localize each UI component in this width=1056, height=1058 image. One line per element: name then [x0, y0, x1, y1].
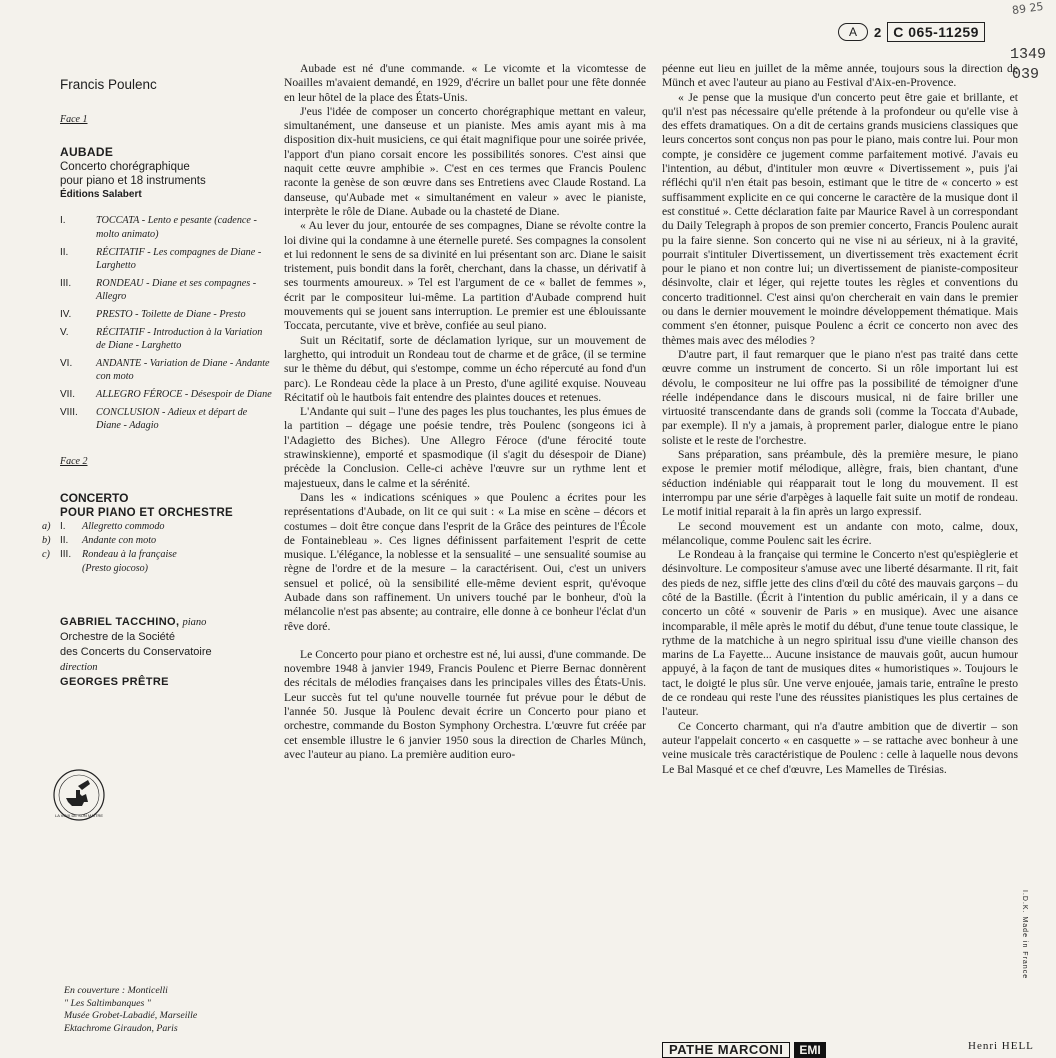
movement-title: Allegretto commodo [82, 521, 165, 533]
logo-caption: LA VOIX DE SON MAÎTRE [54, 813, 104, 818]
face-2-label: Face 2 [60, 455, 88, 467]
paragraph: « Au lever du jour, entourée de ses compagnes, Diane se révolte contre la loi divine qui la condamne à une éternelle pureté. Ses compagnes la consolent et lui redonnent le sens de sa divinité en lui présentant son arc. Diane le saisit tristement, puis bondit dans la forêt, cherchant, dans la chasse, un dérivatif à ses tourments amoureux. » Tel est l'argument de ce « ballet de femmes », écrit par le compositeur lui-même. La partition d'Aubade comprend huit mouvements qui se jouent sans interruption. Le premier est une éblouissante Toccata, percutante, vive et brève, confiée au seul piano. [284, 219, 646, 333]
stamp-number-b: 039 [1012, 66, 1040, 83]
list-item [60, 388, 272, 402]
movement-title: RÉCITATIF - Introduction à la Variation de Diane - Larghetto [96, 326, 263, 352]
handwritten-note: 89 25 [1011, 0, 1045, 18]
side-print-text: I.D.K. Made in France [1021, 890, 1028, 980]
paragraph: J'eus l'idée de composer un concerto chorégraphique mettant en valeur, simultanément, une danseuse et un pianiste. Mes amis ayant mis à ma disposition dix-huit musiciens, ce qui était magnifique pour une soirée privée, l'apport d'un piano corsait encore les possibilités sonores. C'est ainsi que naquit cette œuvre amphibie ». C'est en ces termes que Francis Poulenc raconte la genèse de son œuvre dans ses Entretiens avec Claude Rostand. La danseuse, qu'Aubade met « simultanément en valeur » avec le pianiste, interprète le rôle de Diane. Aubade ou la chasteté de Diane. [284, 104, 646, 218]
his-masters-voice-logo [52, 768, 106, 822]
movement-number: VI. [60, 357, 73, 369]
author-signature: Henri HELL [968, 1040, 1034, 1052]
movement-title: Andante con moto [82, 535, 157, 547]
movement-tempo-note: (Presto giocoso) [82, 563, 149, 575]
list-item [42, 520, 272, 534]
paragraph: Sans préparation, sans préambule, dès la première mesure, le piano expose le premier motif mélodique, allègre, frais, bien chantant, d'une séduction indéniable qui réapparait tout le long du mouvement. Il est interrompu par une série d'arpèges à laquelle fait suite un motif de rondeau. Le motif initial reparait à la fin après un largo expressif. [662, 448, 1018, 519]
movement-number: III. [60, 277, 72, 289]
movement-letter: a) [42, 521, 51, 533]
paragraph: Ce Concerto charmant, qui n'a d'autre ambition que de divertir – son auteur l'appelait concerto « en casquette » – se rattache avec bonheur à une veine musicale très caractéristique de Poulenc : celle à laquelle nous devons Le Bal Masqué et ce chef d'œuvre, Les Mamelles de Tirésias. [662, 719, 1018, 776]
work-1-subtitle-2: pour piano et 18 instruments [60, 174, 206, 187]
paragraph: Aubade est né d'une commande. « Le vicomte et la vicomtesse de Noailles m'avaient demandé, en 1929, d'écrire un ballet pour une fête donnée en leur hôtel de la place des États-Unis. [284, 62, 646, 104]
movement-number: III. [60, 549, 72, 561]
movement-letter: b) [42, 535, 51, 547]
orchestra-line-2: des Concerts du Conservatoire [60, 646, 212, 659]
list-item [60, 277, 272, 304]
paragraph: Suit un Récitatif, sorte de déclamation lyrique, sur un mouvement de larghetto, qui introduit un Rondeau tout de charme et de grâce, (il se termine sur le thème du début, qui s'estompe, comme un écho répercuté au fond d'un parc). Le Rondeau cède la place à un Presto, d'une agilité exquise. Nouveau Récitatif où le hautbois fait entendre des plaintes douces et retenues. [284, 333, 646, 404]
face-1-label: Face 1 [60, 113, 88, 125]
movement-number: II. [60, 535, 69, 547]
movement-title: TOCCATA - Lento e pesante (cadence - molto animato) [96, 215, 257, 240]
cover-credits [64, 985, 284, 1035]
credit-line: Musée Grobet-Labadié, Marseille [64, 1010, 198, 1022]
pianist-name: GABRIEL TACCHINO, [60, 616, 180, 629]
work-2-subtitle: POUR PIANO ET ORCHESTRE [60, 506, 234, 519]
composer-name: Francis Poulenc [60, 77, 157, 92]
movement-title: ANDANTE - Variation de Diane - Andante con moto [96, 357, 270, 383]
list-item [60, 406, 272, 433]
conductor-name: GEORGES PRÊTRE [60, 676, 169, 689]
movement-title: Rondeau à la française [82, 549, 177, 561]
movement-number: VII. [60, 388, 76, 400]
liner-notes-column-2 [284, 62, 646, 762]
publisher: Éditions Salabert [60, 188, 142, 200]
performers-block [60, 615, 272, 690]
credit-line: " Les Saltimbanques " [64, 997, 151, 1009]
movement-number: I. [60, 521, 66, 533]
credit-line: Ektachrome Giraudon, Paris [64, 1022, 178, 1034]
movement-list [60, 214, 272, 432]
pianist-role: piano [182, 617, 207, 629]
paragraph: L'Andante qui suit – l'une des pages les plus touchantes, les plus émues de la partition – dégage une poésie tendre, très Poulenc (songeons ici à l'Adagietto des Biches). Une Allegro Féroce (d'une férocité toute strawinskienne), emporté et spasmodique (il s'agit du désespoir de Diane) précède la Conclusion. Celle-ci achève l'œuvre sur un rythme lent et majestueux, dans le calme et la sérénité. [284, 405, 646, 490]
liner-notes-column-3 [662, 62, 1018, 777]
catalog-number-block [838, 22, 985, 42]
list-item [60, 308, 272, 322]
concerto-movement-list [42, 520, 272, 562]
side-letter-badge: A [838, 23, 868, 41]
list-item [42, 548, 272, 562]
list-item [60, 326, 272, 353]
movement-title: RONDEAU - Diane et ses compagnes - Allegro [96, 277, 257, 303]
movement-number: IV. [60, 308, 72, 320]
movement-title: PRESTO - Toilette de Diane - Presto [96, 308, 246, 320]
direction-label: direction [60, 662, 98, 674]
emi-logo: EMI [794, 1042, 825, 1058]
paragraph: « Je pense que la musique d'un concerto peut être gaie et brillante, et qu'il n'est pas nécessaire qu'elle prétende à la profondeur ou qu'elle vise à des effets dramatiques. On a dit de certains grands musiciens classiques que leurs concertos sont conçus non pas pour le piano, mais contre lui. Pour mon compte, je considère ce jugement comme parfaitement motivé. J'avais eu l'intention, au début, d'intituler mon œuvre « Divertissement », puis j'ai réfléchi qu'il n'en était pas besoin, estimant que le titre de « concerto » est suffisamment explicite en ce qui concerne le caractère de la musique dont il est constitué ». Cette déclaration faite par Maurice Ravel à un correspondant du Daily Telegraph à propos de son premier concerto, Francis Poulenc aurait pu la faire sienne. Son concerto qui ne vise ni au sérieux, ni à la gravité, pourrait s'intituler Divertissement, un divertissement très exactement écrit pour le piano et non contre lui; un divertissement de pianiste-compositeur désinvolte, clair et léger, qui rejette toutes les règles et conventions du concerto traditionnel. C'est ainsi qu'on chercherait en vain dans le premier ou dans le dernier mouvement le moindre développement thématique. Mais comment s'en étonner, puisque Poulenc a écrit ce concerto non avec des thèmes mais avec des mélodies ? [662, 90, 1018, 347]
paragraph: péenne eut lieu en juillet de la même année, toujours sous la direction de Münch et avec l'auteur au piano au Festival d'Aix-en-Provence. [662, 62, 1018, 90]
movement-number: I. [60, 215, 66, 227]
programme-column [42, 77, 272, 690]
paragraph: Le Rondeau à la française qui termine le Concerto n'est qu'espièglerie et désinvolture. Le compositeur s'amuse avec une liberté désarmante. Il rit, fait des pieds de nez, siffle jette des clins d'œil du côté des mauvais garçons – du côté de la Bastille. (Écrit à l'intention du public américain, il y a dans ce concerto un côté « souvenir de Paris » en musique). Avec une aisance incomparable, il mêle après le motif du début, d'une tenue toute classique, le rythme de la matchiche à un negro spiritual issu d'une vieille chanson des marins de La Fayette... Aucune insistance de mauvais goût, aucun humour appuyé, à la façon de tant de musiques dites « humoristiques ». Toujours le tact, le doigté le plus sûr. Une verve enjouée, jamais tarie, entraîne le presto de ce rondeau qui reste l'une des réussites pianistiques les plus certaines de l'auteur. [662, 548, 1018, 719]
credit-line: En couverture : Monticelli [64, 985, 168, 996]
movement-number: V. [60, 326, 69, 338]
movement-number: II. [60, 246, 69, 258]
movement-title: RÉCITATIF - Les compagnes de Diane - Larghetto [96, 246, 262, 272]
catalog-number: C 065-11259 [887, 22, 985, 42]
movement-title: CONCLUSION - Adieux et départ de Diane - Adagio [96, 406, 248, 432]
list-item [60, 357, 272, 384]
paragraph: Le Concerto pour piano et orchestre est né, lui aussi, d'une commande. De novembre 1948 à janvier 1949, Francis Poulenc et Pierre Bernac donnèrent des récitals de mélodies françaises dans les principales villes des États-Unis. Leur succès fut tel qu'une nouvelle tournée fut prévue pour le début de l'année 50. Jusque là Poulenc devait écrire un Concerto pour piano et orchestre, commande du Boston Symphony Orchestra. L'œuvre fut créée par cet ensemble illustre le 6 janvier 1950 sous la direction de Charles Münch, avec l'auteur au piano. La première audition euro- [284, 647, 646, 761]
orchestra-line-1: Orchestre de la Société [60, 631, 175, 644]
list-item [60, 246, 272, 273]
movement-title: ALLEGRO FÉROCE - Désespoir de Diane [96, 388, 272, 400]
work-1-title: AUBADE [60, 145, 114, 160]
list-item [60, 214, 272, 241]
list-item [42, 534, 272, 548]
side-number: 2 [874, 24, 882, 40]
brand-name: PATHE MARCONI [662, 1042, 790, 1058]
work-2-title: CONCERTO [60, 491, 129, 506]
paragraph: D'autre part, il faut remarquer que le piano n'est pas traité dans cette œuvre comme un instrument de concerto. Si un rôle important lui est dévolu, le compositeur ne lui offre pas la possibilité de témoigner d'une réelle indépendance dans le discours musical, ni de faire briller une virtuosité transcendante dans de grands soli (comme la Toccata d'Aubade, par exemple). Il n'y a jamais, à proprement parler, dialogue entre le piano soliste et le reste de l'orchestre. [662, 347, 1018, 447]
movement-letter: c) [42, 549, 50, 561]
movement-number: VIII. [60, 406, 78, 418]
paragraph: Le second mouvement est un andante con moto, calme, doux, mélancolique, comme Poulenc sait les écrire. [662, 519, 1018, 547]
paragraph: Dans les « indications scéniques » que Poulenc a écrites pour les représentations d'Aubade, on lit ce qui suit : « La mise en scène – décors et costumes – doit être conçue dans l'esprit de la Grâce des peintures de l'École de Fontainebleau ». Ces lignes définissent parfaitement l'esprit de cette musique. L'élégance, la noblesse et la sensualité – une sensualité soumise au règne de l'ordre et de la mesure – la caractérisent. Oui, c'est un univers sensuel et policé, où la sensibilité elle-même devient esprit, qu'évoque Aubade dans son raffinement. Un univers touché par le bonheur, d'où la mélancolie n'est pas absente; au contraire, elle donne à ce bonheur l'éclat d'un rêve doré. [284, 490, 646, 633]
work-1-subtitle-1: Concerto chorégraphique [60, 160, 190, 173]
stamp-number-a: 1349 [1010, 46, 1047, 63]
